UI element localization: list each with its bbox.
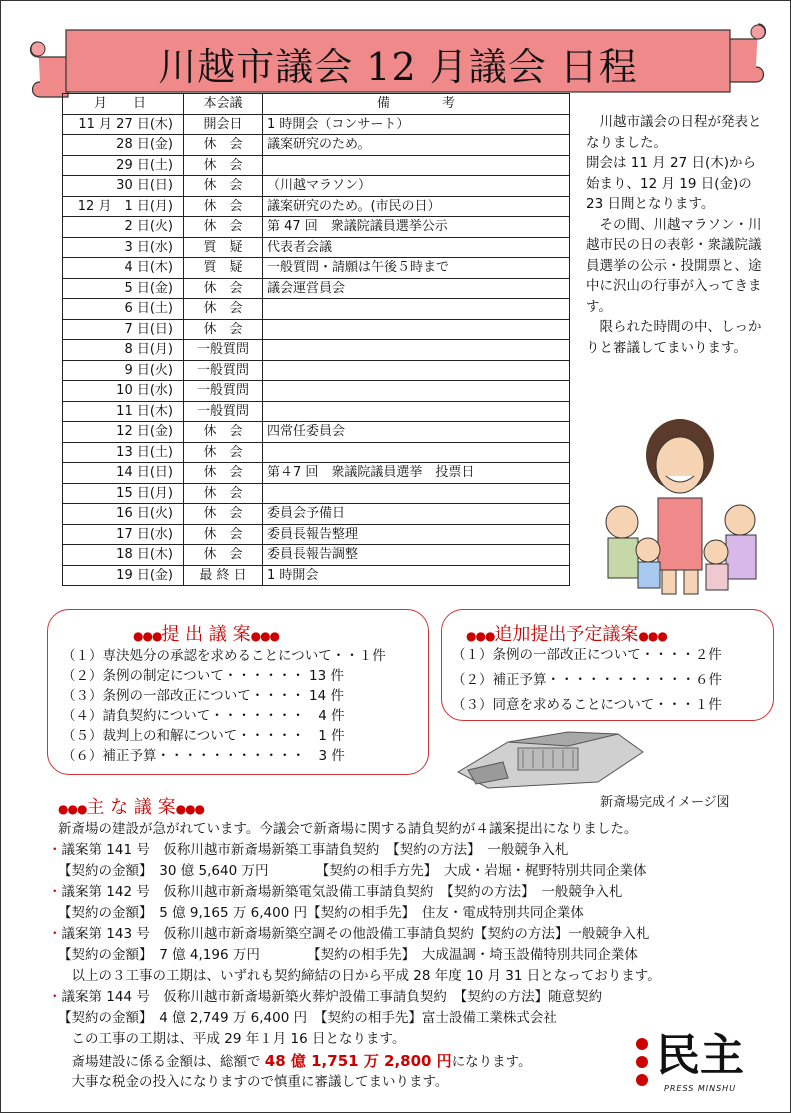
additional-title-text: 追加提出予定議案: [494, 624, 639, 645]
main-total: [58, 1052, 532, 1071]
session-cell: 休 会: [184, 483, 263, 504]
main-bill-text: この工事の工期は、平成 29 年１月 16 日となります。: [58, 1031, 406, 1047]
session-cell: 質 疑: [184, 237, 263, 258]
note-cell: [263, 319, 570, 340]
dots-icon: ●●●: [250, 629, 280, 643]
note-cell: [263, 483, 570, 504]
side-paragraph: 川越市議会の日程が発表となりました。: [586, 114, 762, 151]
table-row: [63, 155, 570, 176]
submitted-title-text: 提 出 議 案: [161, 624, 251, 645]
main-bill-line: [48, 841, 568, 859]
submitted-item: （１）専決処分の承認を求めることについて・・１件: [62, 648, 386, 664]
date-cell: 4 日(木): [63, 258, 184, 279]
side-paragraph: 限られた時間の中、しっかりと審議してまいります。: [586, 319, 762, 356]
date-cell: 9 日(火): [63, 360, 184, 381]
date-cell: 11 月 27 日(木): [63, 114, 184, 135]
main-bill-line: [48, 988, 602, 1006]
main-bill-text: 【契約の金額】 4 億 2,749 万 6,400 円 【契約の相手先】富士設備工業株式会社: [58, 1010, 557, 1026]
session-cell: 休 会: [184, 524, 263, 545]
note-cell: [263, 381, 570, 402]
bullet-icon: ・: [48, 884, 62, 900]
date-cell: 11 日(木): [63, 401, 184, 422]
additional-item: （２）補正予算・・・・・・・・・・・６件: [452, 672, 722, 688]
side-paragraph: その間、川越マラソン・川越市民の日の表彰・衆議院議員選挙の公示・投開票と、途中に沢山の行事が入ってきます。: [586, 216, 762, 315]
table-row: [63, 135, 570, 156]
table-row: [63, 360, 570, 381]
date-cell: 14 日(日): [63, 463, 184, 484]
table-row: [63, 381, 570, 402]
note-cell: （川越マラソン）: [263, 176, 570, 197]
note-cell: [263, 155, 570, 176]
family-illustration: [600, 410, 770, 600]
date-cell: 29 日(土): [63, 155, 184, 176]
table-row: [63, 217, 570, 238]
note-cell: 代表者会議: [263, 237, 570, 258]
session-cell: 休 会: [184, 196, 263, 217]
photo-caption: 新斎場完成イメージ図: [600, 795, 730, 810]
note-cell: 第４7 回 衆議院議員選挙 投票日: [263, 463, 570, 484]
main-bill-line: [48, 883, 622, 901]
logo-subtext: PRESS MINSHU: [664, 1084, 737, 1093]
table-row: [63, 258, 570, 279]
total-amount: 48 億 1,751 万 2,800 円: [264, 1052, 452, 1070]
dots-icon: ●●●: [175, 802, 205, 816]
session-cell: 最 終 日: [184, 565, 263, 586]
note-cell: 委員長報告調整: [263, 545, 570, 566]
main-bill-text: 議案第 142 号 仮称川越市新斎場新築電気設備工事請負契約 【契約の方法】 一般競争入札: [61, 884, 623, 900]
session-cell: 休 会: [184, 176, 263, 197]
table-header-cell: 備 考: [263, 94, 570, 115]
main-bill-line: [48, 925, 649, 943]
date-cell: 17 日(水): [63, 524, 184, 545]
side-paragraph: 開会は 11 月 27 日(木)から始まり、12 月 19 日(金)の 23 日間となります。: [586, 155, 757, 212]
date-cell: 8 日(月): [63, 340, 184, 361]
table-row: [63, 545, 570, 566]
title-banner: [28, 12, 768, 102]
note-cell: 議案研究のため。: [263, 135, 570, 156]
main-bill-text: 議案第 141 号 仮称川越市新斎場新築工事請負契約 【契約の方法】 一般競争入札: [61, 842, 569, 858]
table-row: [63, 237, 570, 258]
date-cell: 12 日(金): [63, 422, 184, 443]
date-cell: 7 日(日): [63, 319, 184, 340]
session-cell: 休 会: [184, 545, 263, 566]
table-row: [63, 442, 570, 463]
session-cell: 休 会: [184, 442, 263, 463]
main-bill-text: 議案第 144 号 仮称川越市新斎場新築火葬炉設備工事請負契約 【契約の方法】随意契約: [61, 989, 603, 1005]
submitted-item: （５）裁判上の和解について・・・・・ 1 件: [62, 728, 345, 744]
main-closing: 大事な税金の投入になりますので慎重に審議してまいります。: [58, 1074, 449, 1090]
date-cell: 2 日(火): [63, 217, 184, 238]
note-cell: 議案研究のため。(市民の日）: [263, 196, 570, 217]
additional-item: （１）条例の一部改正について・・・・２件: [452, 647, 722, 663]
date-cell: 15 日(月): [63, 483, 184, 504]
submitted-item: （２）条例の制定について・・・・・・ 13 件: [62, 668, 344, 684]
note-cell: [263, 340, 570, 361]
note-cell: 四常任委員会: [263, 422, 570, 443]
main-bill-text: 【契約の金額】 7 億 4,196 万円 【契約の相手先】 大成温調・埼玉設備特別共同企業体: [58, 947, 638, 963]
schedule-table: [62, 93, 570, 586]
note-cell: 委員会予備日: [263, 504, 570, 525]
session-cell: 一般質問: [184, 340, 263, 361]
note-cell: 第 47 回 衆議院議員選挙公示: [263, 217, 570, 238]
submitted-item: （４）請負契約について・・・・・・・ 4 件: [62, 708, 345, 724]
table-row: [63, 504, 570, 525]
note-cell: [263, 299, 570, 320]
date-cell: 16 日(火): [63, 504, 184, 525]
main-title-text: 主 な 議 案: [86, 797, 176, 818]
note-cell: 一般質問・請願は午後５時まで: [263, 258, 570, 279]
session-cell: 休 会: [184, 299, 263, 320]
table-row: [63, 524, 570, 545]
bullet-icon: ・: [48, 989, 62, 1005]
submitted-item: （６）補正予算・・・・・・・・・・・ 3 件: [62, 748, 345, 764]
main-bill-line: [58, 946, 638, 964]
table-row: [63, 483, 570, 504]
side-summary: [586, 112, 764, 358]
note-cell: 1 時開会（コンサート）: [263, 114, 570, 135]
session-cell: 休 会: [184, 278, 263, 299]
session-cell: 一般質問: [184, 360, 263, 381]
bullet-icon: ・: [48, 842, 62, 858]
dots-icon: ●●●: [133, 629, 162, 643]
session-cell: 休 会: [184, 319, 263, 340]
table-header-cell: 本会議: [184, 94, 263, 115]
dots-icon: ●●●: [638, 629, 667, 643]
session-cell: 休 会: [184, 135, 263, 156]
total-suffix: になります。: [451, 1054, 532, 1070]
page-title: 川越市議会 12 月議会 日程: [158, 45, 638, 89]
date-cell: 6 日(土): [63, 299, 184, 320]
session-cell: 一般質問: [184, 381, 263, 402]
session-cell: 質 疑: [184, 258, 263, 279]
note-cell: [263, 401, 570, 422]
table-row: [63, 463, 570, 484]
table-row: [63, 278, 570, 299]
session-cell: 開会日: [184, 114, 263, 135]
main-bill-line: [58, 904, 584, 922]
submitted-item: （３）条例の一部改正について・・・・ 14 件: [62, 688, 344, 704]
main-bill-text: 議案第 143 号 仮称川越市新斎場新築空調その他設備工事請負契約【契約の方法】一般競争入札: [61, 926, 650, 942]
table-header-row: [63, 94, 570, 115]
date-cell: 13 日(土): [63, 442, 184, 463]
main-bill-text: 【契約の金額】 30 億 5,640 万円 【契約の相手方先】 大成・岩堀・梶野特別共同企業体: [58, 863, 647, 879]
session-cell: 休 会: [184, 463, 263, 484]
session-cell: 一般質問: [184, 401, 263, 422]
table-row: [63, 114, 570, 135]
note-cell: [263, 360, 570, 381]
session-cell: 休 会: [184, 155, 263, 176]
main-bill-line: [58, 967, 661, 985]
date-cell: 3 日(水): [63, 237, 184, 258]
minshu-logo: [632, 1030, 762, 1100]
dots-icon: ●●●: [466, 629, 495, 643]
date-cell: 5 日(金): [63, 278, 184, 299]
note-cell: 議会運営員会: [263, 278, 570, 299]
main-bill-text: 【契約の金額】 5 億 9,165 万 6,400 円【契約の相手先】 住友・電成特別共同企業体: [58, 905, 584, 921]
date-cell: 18 日(木): [63, 545, 184, 566]
session-cell: 休 会: [184, 504, 263, 525]
table-row: [63, 319, 570, 340]
crematorium-image: [448, 722, 648, 790]
main-bill-line: [58, 1030, 405, 1048]
date-cell: 10 日(水): [63, 381, 184, 402]
table-row: [63, 196, 570, 217]
date-cell: 28 日(金): [63, 135, 184, 156]
note-cell: 委員長報告整理: [263, 524, 570, 545]
dots-icon: ●●●: [58, 802, 87, 816]
date-cell: 12 月 1 日(月): [63, 196, 184, 217]
table-row: [63, 299, 570, 320]
note-cell: 1 時開会: [263, 565, 570, 586]
table-row: [63, 401, 570, 422]
main-bill-line: [58, 862, 646, 880]
total-prefix: 斎場建設に係る金額は、総額で: [58, 1054, 265, 1070]
table-header-cell: 月 日: [63, 94, 184, 115]
main-bill-text: 以上の３工事の工期は、いずれも契約締結の日から平成 28 年度 10 月 31 日となっております。: [58, 968, 661, 984]
main-bill-line: [58, 1009, 557, 1027]
main-intro: 新斎場の建設が急がれています。今議会で新斎場に関する請負契約が４議案提出になりました。: [58, 821, 638, 837]
submitted-bills-title: [133, 620, 279, 646]
logo-text: 民主: [656, 1030, 744, 1081]
session-cell: 休 会: [184, 422, 263, 443]
bullet-icon: ・: [48, 926, 62, 942]
table-row: [63, 565, 570, 586]
table-row: [63, 176, 570, 197]
table-row: [63, 422, 570, 443]
note-cell: [263, 442, 570, 463]
additional-item: （３）同意を求めることについて・・・１件: [452, 697, 722, 713]
date-cell: 30 日(日): [63, 176, 184, 197]
table-row: [63, 340, 570, 361]
date-cell: 19 日(金): [63, 565, 184, 586]
session-cell: 休 会: [184, 217, 263, 238]
main-bills-title: [58, 793, 204, 819]
